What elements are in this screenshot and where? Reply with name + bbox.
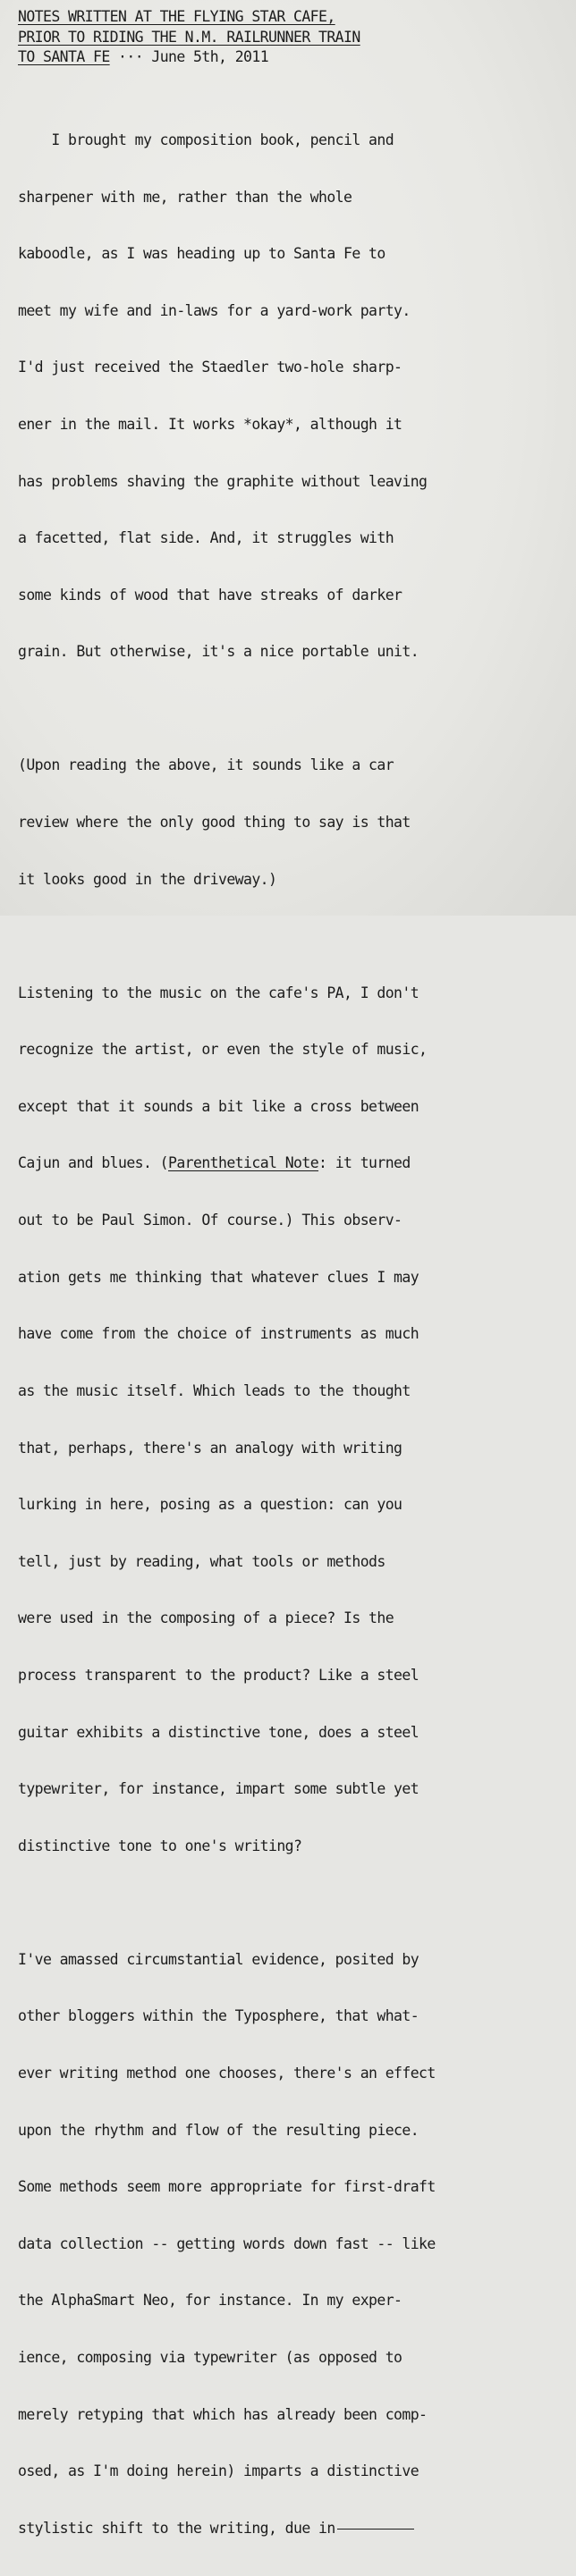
header-line-3 xyxy=(18,47,576,68)
text-line: out to be Paul Simon. Of course.) This observ- xyxy=(18,1212,402,1229)
text-line: recognize the artist, or even the style of music, xyxy=(18,1041,428,1059)
text-line: sharpener with me, rather than the whole xyxy=(18,188,352,206)
text-line: except that it sounds a bit like a cross between xyxy=(18,1097,419,1115)
text-fragment: Cajun and blues. ( xyxy=(18,1154,169,1172)
text-line: I've amassed circumstantial evidence, posited by xyxy=(18,1950,419,1968)
paragraph-2 xyxy=(18,718,576,926)
text-line: I'd just received the Staedler two-hole sharp- xyxy=(18,359,402,376)
text-line xyxy=(18,2519,576,2538)
header-line-1: NOTES WRITTEN AT THE FLYING STAR CAFE, xyxy=(18,8,335,25)
header-date: ··· June 5th, 2011 xyxy=(109,48,269,65)
text-line: some kinds of wood that have streaks of darker xyxy=(18,586,402,604)
text-line: has problems shaving the graphite without leaving xyxy=(18,472,428,490)
text-line: other bloggers within the Typosphere, that what- xyxy=(18,2007,419,2025)
text-line: meet my wife and in-laws for a yard-work party. xyxy=(18,301,411,319)
text-line: ener in the mail. It works *okay*, although it xyxy=(18,415,402,433)
text-line: osed, as I'm doing herein) imparts a distinctive xyxy=(18,2462,419,2480)
text-line: ation gets me thinking that whatever clues I may xyxy=(18,1268,419,1286)
text-line: Listening to the music on the cafe's PA, I don't xyxy=(18,984,419,1001)
text-line: lurking in here, posing as a question: can you xyxy=(18,1496,402,1514)
paragraph-1 xyxy=(18,93,576,700)
text-line: review where the only good thing to say is that xyxy=(18,814,411,832)
text-line: ever writing method one chooses, there's an effect xyxy=(18,2065,436,2082)
text-line: the AlphaSmart Neo, for instance. In my exper- xyxy=(18,2292,402,2310)
text-line: (Upon reading the above, it sounds like a car xyxy=(18,756,394,774)
text-line: distinctive tone to one's writing? xyxy=(18,1837,302,1854)
text-line: tell, just by reading, what tools or methods xyxy=(18,1552,385,1570)
text-line: have come from the choice of instruments as much xyxy=(18,1325,419,1343)
text-line: grain. But otherwise, it's a nice portable unit. xyxy=(18,643,419,661)
text-line: Some methods seem more appropriate for first-draft xyxy=(18,2178,436,2196)
text-line: it looks good in the driveway.) xyxy=(18,870,277,888)
continuation-rule xyxy=(337,2529,414,2530)
header-line-2: PRIOR TO RIDING THE N.M. RAILRUNNER TRAIN xyxy=(18,28,360,46)
parenthetical-note-label: Parenthetical Note xyxy=(168,1154,319,1172)
paragraph-3 xyxy=(18,945,576,1893)
text-line: as the music itself. Which leads to the thought xyxy=(18,1381,411,1399)
paragraph-4 xyxy=(18,1912,576,2575)
text-line: data collection -- getting words down fast -- like xyxy=(18,2234,436,2252)
text-fragment: : it turned xyxy=(318,1154,411,1172)
text-line: typewriter, for instance, impart some subtle yet xyxy=(18,1780,419,1798)
header-destination: TO SANTA FE xyxy=(18,48,110,65)
text-line: that, perhaps, there's an analogy with writing xyxy=(18,1439,402,1457)
text-fragment: stylistic shift to the writing, due in xyxy=(18,2519,335,2537)
text-line: kaboodle, as I was heading up to Santa Fe to xyxy=(18,245,385,263)
text-line: ience, composing via typewriter (as opposed to xyxy=(18,2349,402,2367)
text-line xyxy=(18,1153,576,1172)
text-line: upon the rhythm and flow of the resulting piece. xyxy=(18,2121,419,2139)
text-line: I brought my composition book, pencil and xyxy=(18,131,394,148)
page-header xyxy=(18,7,576,68)
text-line: guitar exhibits a distinctive tone, does a steel xyxy=(18,1723,419,1741)
text-line: process transparent to the product? Like a steel xyxy=(18,1666,419,1684)
text-line: merely retyping that which has already been comp- xyxy=(18,2405,428,2423)
text-line: were used in the composing of a piece? Is the xyxy=(18,1609,394,1627)
text-line: a facetted, flat side. And, it struggles with xyxy=(18,529,394,547)
